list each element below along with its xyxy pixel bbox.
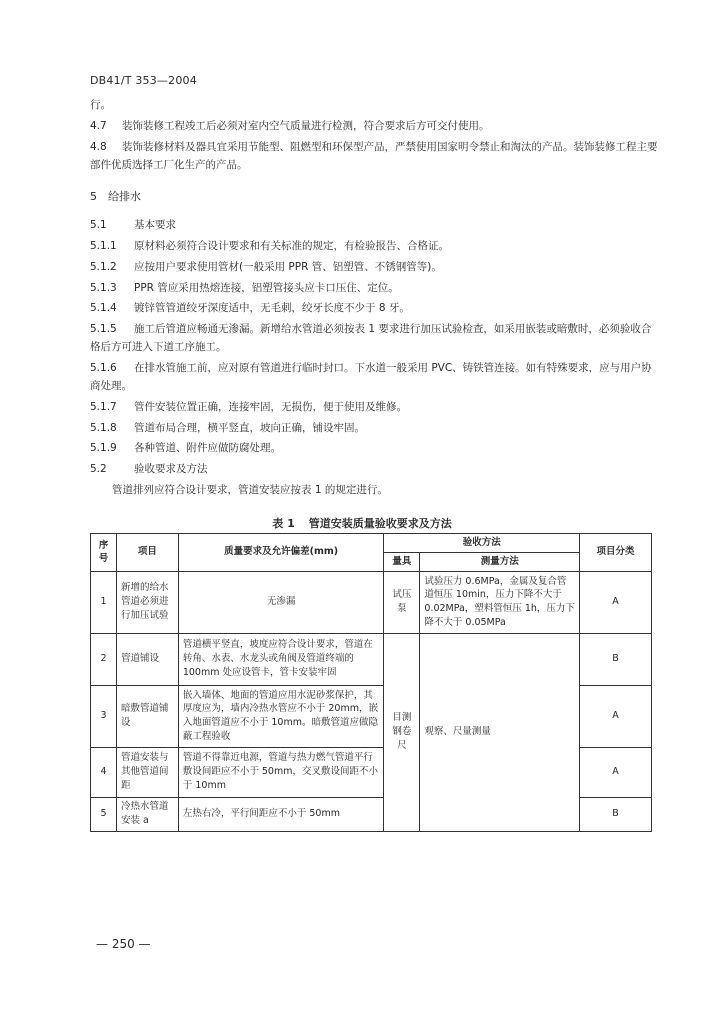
clause-5-1-5: [90, 321, 660, 357]
table-caption-label: 表 1: [272, 517, 295, 530]
clause-5-1-8: [90, 420, 660, 438]
cell-item: 暗敷管道铺设: [116, 685, 178, 747]
header-requirement: 质量要求及允许偏差(mm): [178, 534, 384, 572]
header-tool: 量具: [384, 552, 420, 571]
clause-number: 5.1: [90, 219, 107, 232]
cell-item: 管道安装与其他管道间距: [116, 747, 178, 797]
clause-4-8: [90, 139, 660, 175]
clause-5-1-1: [90, 238, 660, 256]
cell-category: B: [580, 797, 652, 831]
cell-category: A: [580, 747, 652, 797]
document-code: DB41/T 353—2004: [90, 74, 197, 87]
clause-text: 应按用户要求使用管材(一般采用 PPR 管、铝塑管、不锈钢管等)。: [134, 260, 442, 273]
header-item: 项目: [116, 534, 178, 572]
cell-measure: 试验压力 0.6MPa，金属及复合管道恒压 10min，压力下降不大于 0.02MPa，塑料管恒压 1h，压力下降不大于 0.05MPa: [420, 571, 580, 633]
cell-category: A: [580, 685, 652, 747]
clause-4-7: [90, 118, 660, 136]
clause-text: 各种管道、附件应做防腐处理。: [134, 442, 281, 455]
section-number: 5: [90, 190, 97, 204]
table-row: [91, 571, 652, 633]
cell-tool: 试压泵: [384, 571, 420, 633]
cell-requirement: 管道不得靠近电源，管道与热力燃气管道平行敷设间距应不小于 50mm，交叉敷设间距不小于 10mm: [178, 747, 384, 797]
paragraph-text: 行。: [90, 99, 111, 111]
table-header-row: [91, 534, 652, 553]
clause-number: 5.1.1: [90, 239, 117, 252]
clause-number: 5.1.5: [90, 323, 117, 336]
cell-requirement: 左热右冷，平行间距应不小于 50mm: [178, 797, 384, 831]
clause-number: 5.2: [90, 463, 107, 476]
clause-5-1-3: [90, 280, 660, 298]
cell-category: B: [580, 633, 652, 685]
cell-requirement: 嵌入墙体、地面的管道应用水泥砂浆保护，其厚度应为，墙内冷热水管应不小于 20mm，嵌入地面管道应不小于 10mm。暗敷管道应做隐蔽工程验收: [178, 685, 384, 747]
clause-5-1-4: [90, 300, 660, 318]
cell-category: A: [580, 571, 652, 633]
clause-number: 4.8: [90, 140, 107, 153]
cell-requirement: 管道横平竖直，坡度应符合设计要求，管道在转角、水表、水龙头或角阀及管道终端的 100mm 处应设管卡，管卡安装牢固: [178, 633, 384, 685]
clause-5-1-2: [90, 259, 660, 277]
clause-5-1-6: [90, 360, 660, 396]
clause-number: 5.1.6: [90, 361, 117, 374]
cell-item: 管道铺设: [116, 633, 178, 685]
clause-text: 基本要求: [134, 219, 176, 232]
cell-measure-merged: 观察、尺量测量: [420, 633, 580, 831]
clause-text: 验收要求及方法: [134, 463, 208, 476]
clause-number: 5.1.3: [90, 281, 117, 294]
clause-text: 施工后管道应畅通无渗漏。新增给水管道必须按表 1 要求进行加压试验检查，如采用嵌装或暗敷时，必须验收合格后方可进入下道工序施工。: [90, 323, 652, 354]
clause-text: 装饰装修工程竣工后必须对室内空气质量进行检测，符合要求后方可交付使用。: [122, 119, 490, 132]
clause-text: 管道布局合理，横平竖直，坡向正确，铺设牢固。: [134, 421, 365, 434]
cell-seq: 2: [91, 633, 117, 685]
clause-number: 5.1.7: [90, 400, 117, 413]
header-method-group: 验收方法: [384, 534, 580, 553]
table-row: [91, 633, 652, 685]
acceptance-table: [90, 533, 652, 832]
clause-text: 装饰装修材料及器具宜采用节能型、阻燃型和环保型产品，严禁使用国家明令禁止和淘汰的产品。装饰装修工程主要部件优质选择工厂化生产的产品。: [90, 140, 658, 171]
clause-number: 5.1.9: [90, 442, 117, 455]
cell-seq: 1: [91, 571, 117, 633]
clause-number: 5.1.8: [90, 421, 117, 434]
clause-text: 管件安装位置正确，连接牢固，无损伤，便于使用及维修。: [134, 400, 407, 413]
cell-seq: 4: [91, 747, 117, 797]
clause-text: PPR 管应采用热熔连接，铝塑管接头应卡口压住、定位。: [134, 281, 399, 294]
page-number: — 250 —: [96, 937, 151, 951]
section-title: 给排水: [108, 190, 141, 204]
clause-5-1: [90, 217, 660, 235]
cell-requirement: 无渗漏: [178, 571, 384, 633]
header-measure: 测量方法: [420, 552, 580, 571]
clause-5-2-text: 管道排列应符合设计要求，管道安装应按表 1 的规定进行。: [112, 484, 388, 497]
table-caption-title: 管道安装质量验收要求及方法: [308, 517, 452, 530]
header-category: 项目分类: [580, 534, 652, 572]
table-caption: [0, 515, 724, 531]
clause-5-1-7: [90, 399, 660, 417]
clause-5-2: [90, 461, 660, 479]
section-5-heading: [90, 188, 660, 207]
cell-tool-merged: 目测钢卷尺: [384, 633, 420, 831]
cell-item: 新增的给水管道必须进行加压试验: [116, 571, 178, 633]
document-body: [90, 97, 660, 503]
clause-5-1-9: [90, 440, 660, 458]
cell-seq: 5: [91, 797, 117, 831]
clause-number: 5.1.4: [90, 302, 117, 315]
cell-item: 冷热水管道安装 a: [116, 797, 178, 831]
cell-seq: 3: [91, 685, 117, 747]
clause-number: 5.1.2: [90, 260, 117, 273]
clause-text: 镀锌管管道绞牙深度适中，无毛刺，绞牙长度不少于 8 牙。: [134, 302, 410, 315]
clause-number: 4.7: [90, 119, 107, 132]
clause-text: 在排水管施工前，应对原有管道进行临时封口。下水道一般采用 PVC、铸铁管连接。如有特殊要求，应与用户协商处理。: [90, 361, 652, 392]
header-seq: 序号: [91, 534, 117, 572]
clause-text: 原材料必须符合设计要求和有关标准的规定，有检验报告、合格证。: [134, 239, 449, 252]
paragraph-continuation: [90, 97, 660, 115]
